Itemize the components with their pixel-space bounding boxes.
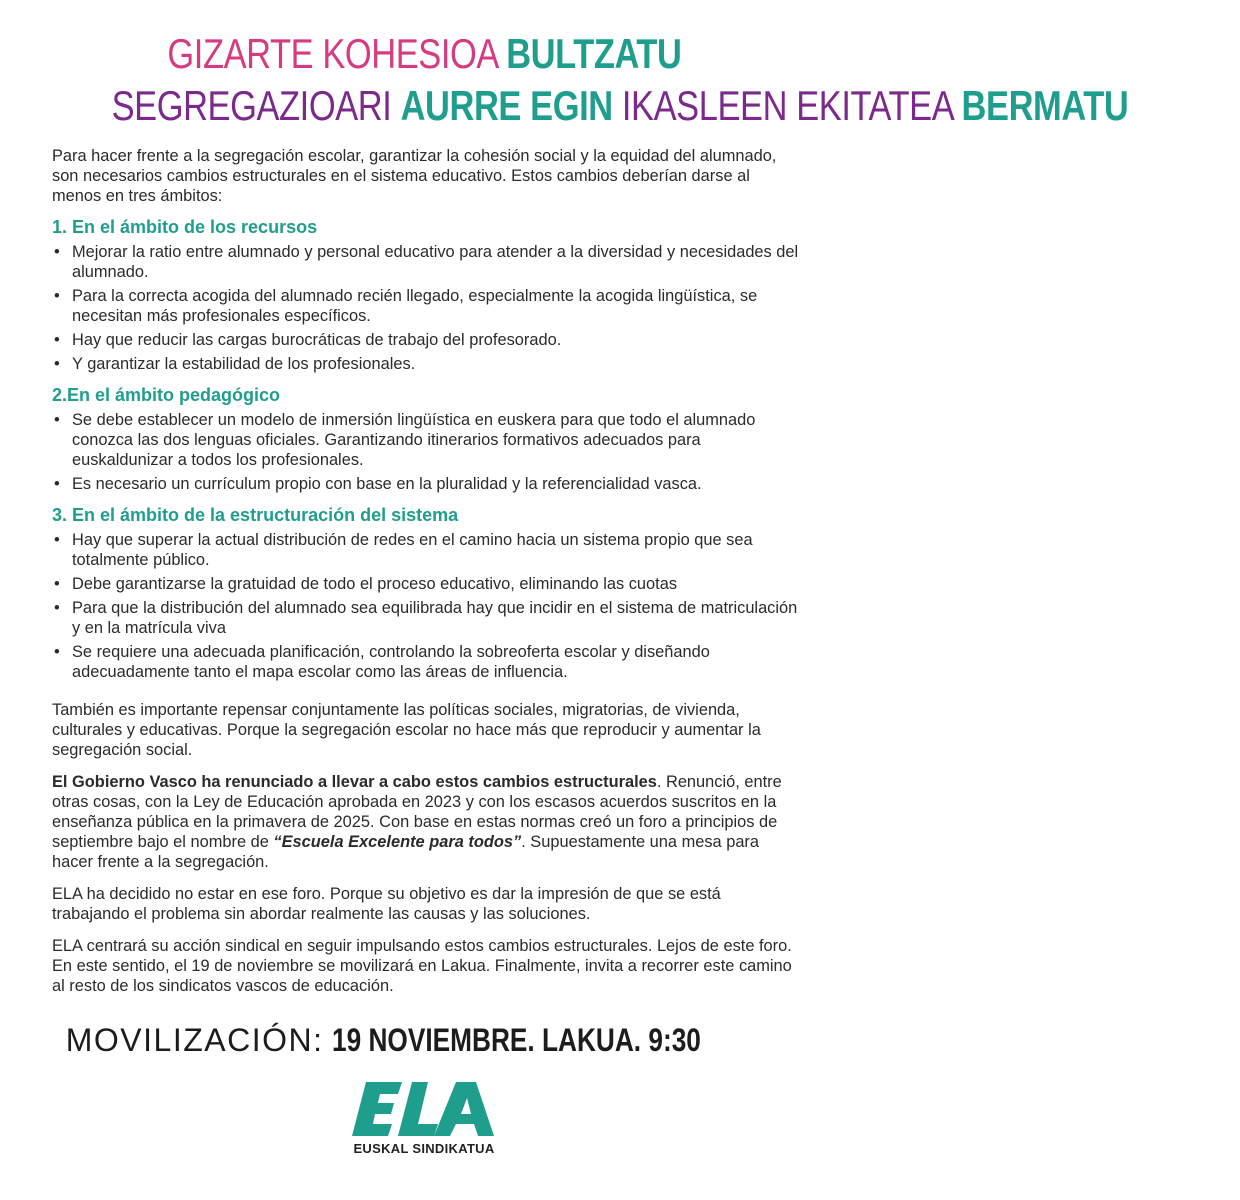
list-item-text: Para la correcta acogida del alumnado recién llegado, especialmente la acogida lingüística, se necesitan más profesionales específicos. (72, 287, 758, 325)
list-item-text: Para que la distribución del alumnado sea equilibrada hay que incidir en el sistema de matriculación y en la matrícula viva (72, 599, 798, 637)
bullet-icon: • (54, 355, 60, 373)
headline-basque-phrase-1: GIZARTE KOHESIOA (166, 30, 497, 77)
list-item-text: Hay que reducir las cargas burocráticas de trabajo del profesorado. (72, 331, 562, 349)
mobilization-banner (0, 1020, 848, 1060)
bullet-icon: • (54, 575, 60, 593)
headline-line-1 (0, 30, 848, 78)
bullet-list (52, 242, 802, 374)
policies-paragraph: También es importante repensar conjuntamente las políticas sociales, migratorias, de vivienda, culturales y educativas. Porque la segregación escolar no hace más que reproducir y aumentar la segregación social. (52, 701, 761, 759)
document-body (52, 146, 802, 1008)
headline-line-2 (0, 82, 1129, 130)
list-item (52, 242, 802, 282)
mobilization-label: MOVILIZACIÓN: (65, 1022, 324, 1058)
list-item-text: Se requiere una adecuada planificación, controlando la sobreoferta escolar y diseñando adecuadamente tanto el mapa escolar como las áreas de influencia. (72, 643, 710, 681)
headline-basque-phrase-2: SEGREGAZIOARI (111, 82, 392, 129)
mobilization-details: 19 NOVIEMBRE. LAKUA. 9:30 (332, 1022, 702, 1058)
government-paragraph (52, 772, 802, 872)
section-heading: 1. En el ámbito de los recursos (52, 217, 318, 237)
list-item-text: Debe garantizarse la gratuidad de todo el proceso educativo, eliminando las cuotas (72, 575, 678, 593)
list-item (52, 530, 802, 570)
section-pedagogy (52, 384, 802, 494)
list-item (52, 286, 802, 326)
ela-forum-paragraph: ELA ha decidido no estar en ese foro. Porque su objetivo es dar la impresión de que se está trabajando el problema sin abordar realmente las causas y las soluciones. (52, 885, 721, 923)
list-item-text: Mejorar la ratio entre alumnado y personal educativo para atender a la diversidad y necesidades del alumnado. (72, 243, 799, 281)
intro-paragraph: Para hacer frente a la segregación escolar, garantizar la cohesión social y la equidad del alumnado, son necesarios cambios estructurales en el sistema educativo. Estos cambios deberían darse al menos en tres ámbitos: (52, 147, 777, 205)
headline-basque-phrase-3: IKASLEEN EKITATEA (621, 82, 953, 129)
bullet-icon: • (54, 643, 60, 661)
ela-logo-wordmark (352, 1078, 502, 1140)
section-heading: 3. En el ámbito de la estructuración del sistema (52, 505, 459, 525)
ela-action-paragraph: ELA centrará su acción sindical en seguir impulsando estos cambios estructurales. Lejos de este foro. En este sentido, el 19 de noviembre se movilizará en Lakua. Finalmente, invita a recorrer este camino al resto de los sindicatos vascos de educación. (52, 937, 792, 995)
government-text-1: . Renunció, entre otras cosas, con la Ley de Educación aprobada en 2023 y con los escasos acuerdos suscritos en la enseñanza pública en la primavera de 2025. Con base en estas normas creó un foro a principios de septiembre bajo el nombre de (52, 773, 782, 851)
list-item-text: Es necesario un currículum propio con base en la pluralidad y la referencialidad vasca. (72, 475, 702, 493)
list-item (52, 330, 802, 350)
bullet-icon: • (54, 287, 60, 305)
section-resources (52, 216, 802, 374)
bullet-icon: • (54, 331, 60, 349)
list-item-text: Hay que superar la actual distribución de redes en el camino hacia un sistema propio que sea totalmente público. (72, 531, 753, 569)
list-item (52, 598, 802, 638)
forum-name: “Escuela Excelente para todos” (273, 833, 522, 851)
headline-basque-verb-2: AURRE EGIN (400, 82, 613, 129)
list-item (52, 474, 802, 494)
list-item (52, 574, 802, 594)
government-lead: El Gobierno Vasco ha renunciado a llevar a cabo estos cambios estructurales (52, 773, 657, 791)
section-system-structure (52, 504, 802, 682)
list-item (52, 354, 802, 374)
headline-basque-verb-1: BULTZATU (505, 30, 682, 77)
government-text-2: . Supuestamente una mesa para hacer frente a la segregación. (52, 833, 760, 871)
list-item-text: Y garantizar la estabilidad de los profesionales. (72, 355, 416, 373)
bullet-icon: • (54, 411, 60, 429)
bullet-icon: • (54, 531, 60, 549)
bullet-icon: • (54, 475, 60, 493)
headline-basque-verb-3: BERMATU (961, 82, 1129, 129)
list-item (52, 642, 802, 682)
bullet-list (52, 410, 802, 494)
bullet-icon: • (54, 599, 60, 617)
section-heading: 2.En el ámbito pedagógico (52, 385, 281, 405)
list-item (52, 410, 802, 470)
bullet-icon: • (54, 243, 60, 261)
list-item-text: Se debe establecer un modelo de inmersión lingüística en euskera para que todo el alumnado conozca las dos lenguas oficiales. Garantizando itinerarios formativos adecuados para euskaldunizar a todos los profesionales. (72, 411, 756, 469)
bullet-list (52, 530, 802, 682)
ela-logo-subtitle: EUSKAL SINDIKATUA (353, 1141, 495, 1156)
